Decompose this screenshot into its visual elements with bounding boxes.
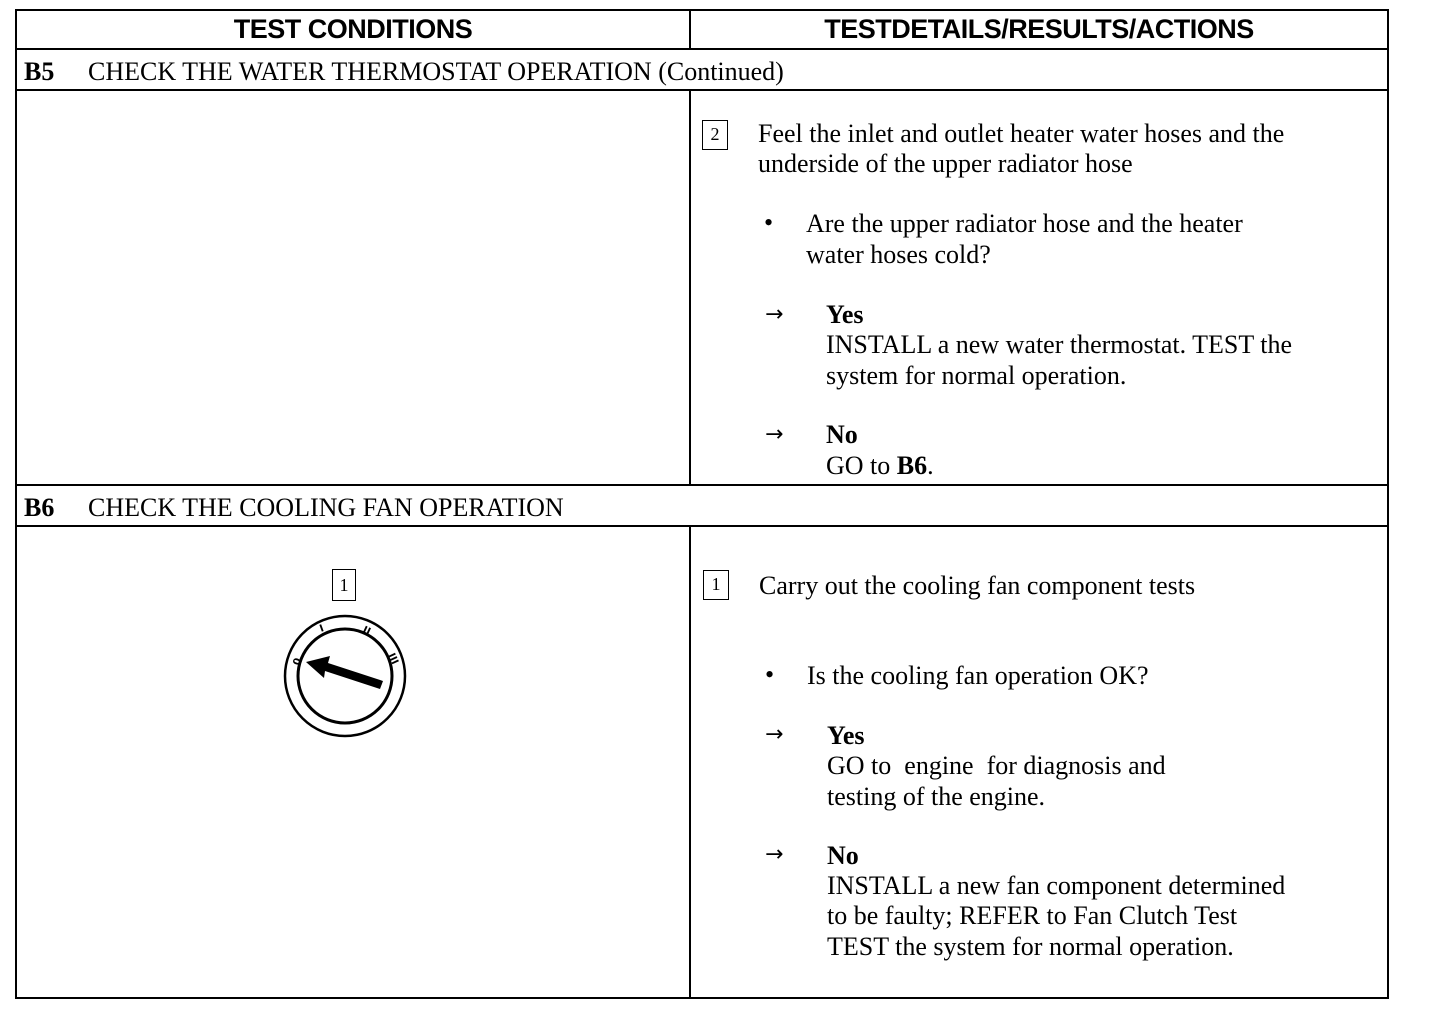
b6-bullet-icon: • xyxy=(765,660,775,689)
b6-no-text-line-2: to be faulty; REFER to Fan Clutch Test xyxy=(827,901,1238,930)
b5-no-text-suffix: . xyxy=(927,451,934,480)
switch-mark-2: II xyxy=(360,624,373,638)
b6-section-title xyxy=(24,491,564,525)
b5-title-divider xyxy=(15,89,1389,91)
b6-yes-label: Yes xyxy=(827,721,865,750)
b6-step-number: 1 xyxy=(703,570,729,600)
b5-yes-text-line-1: INSTALL a new water thermostat. TEST the xyxy=(826,330,1293,359)
b6-no-text-line-3: TEST the system for normal operation. xyxy=(827,932,1234,961)
header-divider xyxy=(15,48,1389,50)
b5-question-line-2: water hoses cold? xyxy=(806,240,991,269)
b6-title-divider xyxy=(15,525,1389,527)
b6-no-arrow-icon: → xyxy=(765,842,784,867)
b5-yes-text-line-2: system for normal operation. xyxy=(826,361,1127,390)
b5-bottom-divider xyxy=(15,484,1389,486)
b5-bullet-icon: • xyxy=(764,208,774,237)
b6-yes-arrow-icon: → xyxy=(765,722,784,747)
b5-yes-label: Yes xyxy=(826,300,864,329)
switch-pointer-icon xyxy=(306,656,383,689)
b6-no-label: No xyxy=(827,841,859,870)
b6-yes-text-line-2: testing of the engine. xyxy=(827,782,1046,811)
b6-diagram-step-number: 1 xyxy=(332,569,356,601)
b5-no-text-ref: B6 xyxy=(896,451,928,480)
b6-question: Is the cooling fan operation OK? xyxy=(807,661,1149,690)
b5-section-title xyxy=(24,55,784,89)
b6-column-divider xyxy=(689,525,691,999)
b5-yes-arrow-icon: → xyxy=(765,302,784,327)
b5-no-text xyxy=(826,451,934,481)
b5-code: B5 xyxy=(24,57,55,86)
fan-switch-icon xyxy=(280,610,410,740)
b6-yes-text-line-1: GO to engine for diagnosis and xyxy=(827,751,1166,780)
switch-mark-0: 0 xyxy=(291,656,305,668)
b5-step-number: 2 xyxy=(702,120,728,150)
b5-question-line-1: Are the upper radiator hose and the heater xyxy=(806,209,1243,238)
b6-code: B6 xyxy=(24,493,55,522)
b5-no-text-prefix: GO to xyxy=(826,451,897,480)
b5-no-label: No xyxy=(826,420,858,449)
b5-column-divider xyxy=(689,89,691,486)
b6-no-text-line-1: INSTALL a new fan component determined xyxy=(827,871,1286,900)
b5-no-arrow-icon: → xyxy=(765,422,784,447)
switch-mark-3: III xyxy=(385,651,400,667)
header-test-details: TESTDETAILS/RESULTS/ACTIONS xyxy=(824,14,1254,44)
b6-step-text: Carry out the cooling fan component tests xyxy=(759,571,1196,600)
b5-step-text-line-2: underside of the upper radiator hose xyxy=(758,149,1133,178)
b5-title: CHECK THE WATER THERMOSTAT OPERATION (Continued) xyxy=(88,57,784,86)
header-test-conditions: TEST CONDITIONS xyxy=(233,14,473,44)
b6-title: CHECK THE COOLING FAN OPERATION xyxy=(88,493,564,522)
switch-mark-1: I xyxy=(318,623,326,635)
b5-step-text-line-1: Feel the inlet and outlet heater water hoses and the xyxy=(758,119,1285,148)
